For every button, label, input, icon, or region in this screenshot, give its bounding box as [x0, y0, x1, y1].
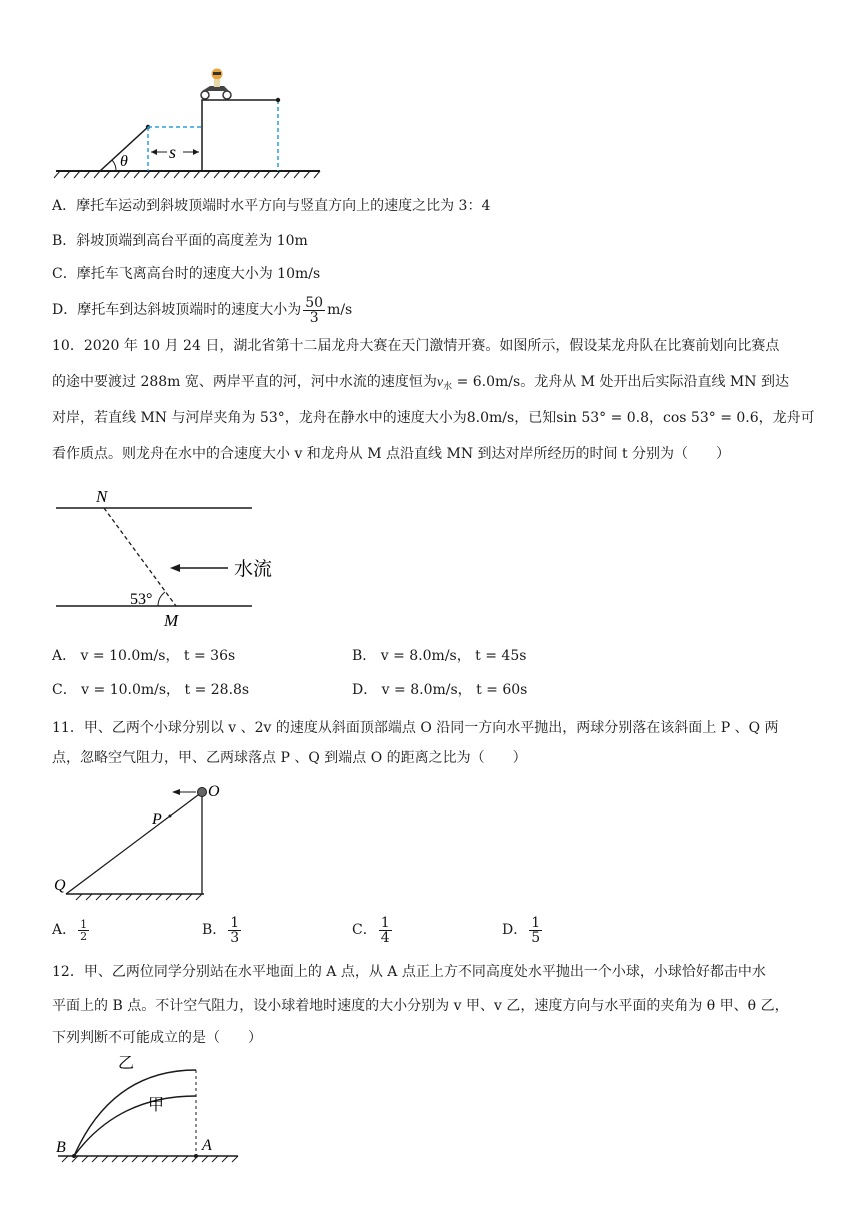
- q10-option-c: C． v = 10.0m/s， t = 28.8s: [52, 682, 250, 698]
- q9-option-d-text: D．摩托车到达斜坡顶端时的速度大小为: [52, 302, 302, 318]
- q11-option-b-fraction: [228, 916, 241, 945]
- q12-stem-line-2: 平面上的 B 点。不计空气阻力，设小球着地时速度的大小分别为 v 甲、v 乙，速度方向与水平面的夹角为 θ 甲、θ 乙，: [52, 998, 789, 1014]
- q11-option-b: [202, 912, 243, 948]
- q9-option-c: C．摩托车飞离高台时的速度大小为 10m/s: [52, 266, 321, 282]
- q9-option-d: [52, 294, 352, 326]
- q11-option-b-numerator: 1: [230, 914, 240, 931]
- motorcycle-icon: [201, 69, 231, 100]
- q11-stem-line-1: 11．甲、乙两个小球分别以 v 、2v 的速度从斜面顶部端点 O 沿同一方向水平抛出，两球分别落在该斜面上 P 、Q 两: [52, 720, 779, 736]
- q11-option-b-label: B．: [202, 922, 227, 938]
- q10-stem-line-3: 对岸，若直线 MN 与河岸夹角为 53°，龙舟在静水中的速度大小为8.0m/s，已知sin 53° = 0.8，cos 53° = 0.6，龙舟可: [52, 410, 815, 426]
- q9-option-d-numerator: 50: [305, 294, 324, 311]
- q11-option-a-numerator: 1: [80, 917, 88, 931]
- point-p-label: P: [152, 811, 162, 828]
- q11-option-a-label: A．: [52, 922, 77, 938]
- q10-water-speed-subscript: 水: [443, 382, 453, 392]
- q11-option-d-numerator: 1: [531, 914, 541, 931]
- q11-option-c: [352, 912, 394, 948]
- q11-option-a-denominator: 2: [80, 929, 88, 943]
- q9-option-d-unit: m/s: [327, 302, 353, 318]
- q10-stem-line-2: [52, 372, 789, 397]
- q10-stem-line-2a: 的途中要渡过 288m 宽、两岸平直的河，河中水流的速度恒为: [52, 374, 437, 390]
- trajectory-jia-label: 甲: [148, 1097, 165, 1114]
- point-n-label: N: [96, 488, 108, 506]
- q11-option-d-label: D．: [502, 922, 528, 938]
- q11-option-a: [52, 912, 91, 948]
- q11-option-c-denominator: 4: [380, 929, 390, 946]
- q12-stem-line-3: 下列判断不可能成立的是（ ）: [52, 1030, 262, 1046]
- point-a-label: A: [202, 1137, 212, 1154]
- q11-option-a-fraction: [78, 919, 89, 942]
- two-trajectories-figure: [52, 1056, 252, 1166]
- q11-option-c-numerator: 1: [380, 914, 390, 931]
- q10-water-speed-symbol: v: [436, 375, 444, 390]
- q9-option-b: B．斜坡顶端到高台平面的高度差为 10m: [52, 233, 308, 249]
- q9-option-a: A．摩托车运动到斜坡顶端时水平方向与竖直方向上的速度之比为 3：4: [52, 198, 491, 214]
- q9-option-d-denominator: 3: [309, 309, 319, 326]
- q10-stem-line-2b: 。龙舟从 M 处开出后实际沿直线 MN 到达: [520, 374, 789, 390]
- point-q-label: Q: [54, 877, 66, 894]
- s-label: s: [169, 142, 177, 162]
- q10-stem-line-1: 10．2020 年 10 月 24 日，湖北省第十二届龙舟大赛在天门激情开赛。如图所示，假设某龙舟队在比赛前划向比赛点: [52, 338, 780, 354]
- q10-stem-line-4: 看作质点。则龙舟在水中的合速度大小 v 和龙舟从 M 点沿直线 MN 到达对岸所经历的时间 t 分别为（ ）: [52, 446, 731, 462]
- q12-stem-line-1: 12．甲、乙两位同学分别站在水平地面上的 A 点，从 A 点正上方不同高度处水平抛出一个小球，小球恰好都击中水: [52, 964, 766, 980]
- q11-stem-line-2: 点，忽略空气阻力，甲、乙两球落点 P 、Q 到端点 O 的距离之比为（ ）: [52, 750, 527, 766]
- q11-option-b-denominator: 3: [230, 929, 240, 946]
- q11-option-c-fraction: [379, 916, 392, 945]
- motorcycle-ramp-figure: [52, 64, 332, 179]
- trajectory-yi-label: 乙: [118, 1056, 135, 1072]
- q10-option-d: D． v = 8.0m/s， t = 60s: [352, 682, 528, 698]
- point-m-label: M: [164, 611, 179, 630]
- q10-option-b: B． v = 8.0m/s， t = 45s: [352, 648, 527, 664]
- q10-water-speed-value: = 6.0m/s: [452, 374, 521, 390]
- water-flow-label: 水流: [234, 559, 273, 580]
- q11-option-d: [502, 912, 544, 948]
- point-b-label: B: [56, 1139, 66, 1156]
- q11-option-d-fraction: [529, 916, 542, 945]
- incline-projectile-figure: [52, 776, 252, 906]
- q11-option-d-denominator: 5: [531, 929, 541, 946]
- river-crossing-figure: [52, 488, 292, 638]
- q9-option-d-fraction: [303, 296, 325, 325]
- point-o-label: O: [208, 783, 220, 800]
- q11-option-c-label: C．: [352, 922, 377, 938]
- theta-label: θ: [120, 153, 128, 170]
- angle-53-label: 53°: [130, 591, 153, 608]
- q10-option-a: A． v = 10.0m/s， t = 36s: [52, 648, 236, 664]
